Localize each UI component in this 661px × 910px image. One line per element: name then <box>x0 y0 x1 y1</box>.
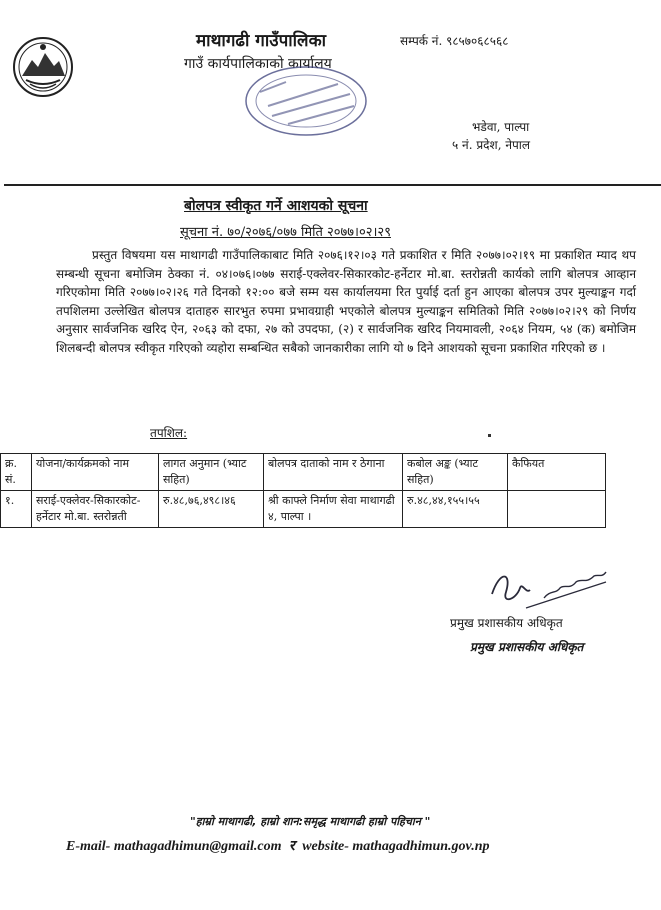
office-name: गाउँ कार्यपालिकाको कार्यालय <box>184 56 332 72</box>
col-header-bid-amount: कबोल अङ्क (भ्याट सहित) <box>403 454 508 491</box>
footer-joiner: र <box>288 839 295 854</box>
contact-number: सम्पर्क नं. ९८५७०६८५६८ <box>400 34 509 48</box>
notice-number: सूचना नं. ७०/२०७६/०७७ मिति २०७७।०२।२९ <box>180 225 391 240</box>
col-header-sn: क्र. सं. <box>1 454 32 491</box>
notice-body: प्रस्तुत विषयमा यस माथागढी गाउँपालिकाबाट मिति २०७६।१२।०३ गते प्रकाशित र मिति २०७७।०२।१९ मा प्रकाशित म्याद थप सम्बन्धी सूचना बमोजिम ठेक्का नं. ०४।०७६।०७७ सराई-एक्लेवर-सिकारकोट-हर्नेटार मो.बा. स्तरोन्नती कार्यको लागि बोलपत्र आव्हान गरिएकोमा मिति २०७७।०२।२६ गते दिनको १२:०० बजे सम्म यस कार्यालयमा रित पुर्याई दर्ता हुन आएका बोलपत्र उपर मुल्याङ्कन गर्दा तपशिलमा उल्लेखित बोलपत्र दाताहरु सारभुत रुपमा प्रभावग्राही भएकोले बोलपत्र मुल्याङ्कन समितिको मिति २०७७।०२।२९ को निर्णय अनुसार सार्वजनिक खरिद ऐन, २०६३ को दफा, २७ को उपदफा, (२) र सार्वजनिक खरिद नियमावली, २०६४ नियम, ५४ (क) बमोजिम शिलबन्दी बोलपत्र स्वीकृत गरिएको व्यहोरा सम्बन्धित सबैको जानकारीका लागि यो ७ दिने आशयको सूचना प्रकाशित गरिएको छ । <box>56 248 636 355</box>
footer-contact <box>66 836 494 855</box>
bid-table <box>0 453 606 528</box>
cell-bid-amount: रु.४८,४४,१५५।५५ <box>403 491 508 528</box>
col-header-remarks: कैफियत <box>508 454 606 491</box>
details-heading: तपशिल: <box>150 426 188 440</box>
nepal-emblem-logo <box>12 36 74 98</box>
cell-estimate: रु.४८,७६,४९८।४६ <box>159 491 264 528</box>
handwritten-signature <box>486 564 616 612</box>
cell-bidder: श्री काफ्ले निर्माण सेवा माथागढी ४, पाल्पा । <box>264 491 403 528</box>
notice-title: बोलपत्र स्वीकृत गर्ने आशयको सूचना <box>184 198 368 214</box>
footer-email: E-mail- mathagadhimun@gmail.com <box>66 839 282 854</box>
stray-mark <box>488 434 491 437</box>
cell-project: सराई-एक्लेवर-सिकारकोट-हर्नेटार मो.बा. स्तरोन्नती <box>32 491 159 528</box>
org-name: माथागढी गाउँपालिका <box>196 31 327 51</box>
header-divider <box>4 184 661 186</box>
col-header-bidder: बोलपत्र दाताको नाम र ठेगाना <box>264 454 403 491</box>
col-header-project: योजना/कार्यक्रमको नाम <box>32 454 159 491</box>
signatory-role: प्रमुख प्रशासकीय अधिकृत <box>450 616 563 630</box>
cell-remarks <box>508 491 606 528</box>
office-stamp <box>238 62 374 140</box>
footer-website: website- mathagadhimun.gov.np <box>302 839 490 854</box>
table-row <box>1 491 606 528</box>
signatory-role-stamp: प्रमुख प्रशासकीय अधिकृत <box>470 640 584 654</box>
col-header-estimate: लागत अनुमान (भ्याट सहित) <box>159 454 264 491</box>
footer-slogan: "हाम्रो माथागढी, हाम्रो शान:समृद्ध माथागढी हाम्रो पहिचान " <box>190 815 431 828</box>
table-header-row <box>1 454 606 491</box>
cell-sn: १. <box>1 491 32 528</box>
address-line-1: भडेवा, पाल्पा <box>472 120 530 134</box>
address-line-2: ५ नं. प्रदेश, नेपाल <box>452 138 531 152</box>
